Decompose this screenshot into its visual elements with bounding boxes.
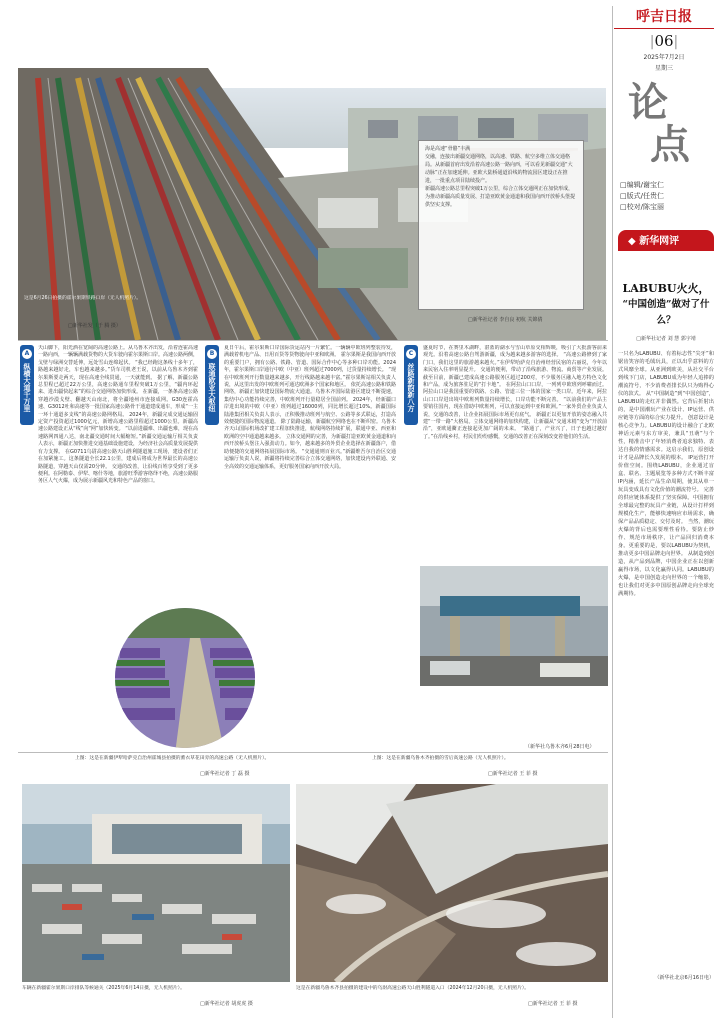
- toll-gate-image: [420, 566, 608, 686]
- snow-credit-top: □新华社记者 王 菲 摄: [488, 771, 538, 777]
- tunnel-caption: 这是在新疆乌鲁木齐县拍摄的建设中的乌尉高速公路天山胜利隧道入口（2024年12月20日摄，无人机照片）。: [296, 986, 530, 991]
- section-char-dian: 点: [650, 121, 690, 168]
- snow-mountain-image: [296, 784, 608, 982]
- section-tag-a: [20, 345, 34, 425]
- hero-bottom-rule: [18, 340, 608, 341]
- section-logo: [628, 79, 698, 168]
- section-title-c: 丝路新韵新八方: [407, 363, 415, 412]
- section-title-a: 纵横大道千万里: [23, 363, 31, 412]
- main-end-note: （新华社乌鲁木齐6月28日电）: [525, 744, 595, 750]
- issue-weekday: 星期三: [654, 65, 673, 72]
- sidebar-banner: [618, 230, 714, 249]
- lavender-caption: 上图：这是在新疆伊犁哈萨克自治州霍城县拍摄的薰衣草花田旁的高速公路（无人机照片）。: [75, 756, 270, 761]
- menu-proofread: □校对/陈宝丽: [620, 203, 664, 211]
- tunnel-credit: □新华社记者 王 菲 摄: [528, 1001, 578, 1007]
- page-number-box: |06|: [649, 32, 679, 50]
- masthead-rule: [614, 28, 714, 29]
- lavender-image: [115, 608, 258, 751]
- body-column-1: 天山脚下，阳光洒在宽阔的高速公路上。从乌鲁木齐出发，沿着连霍高速一路向西，一辆辆满载货物的大货车驶向霍尔果斯口岸。高速公路两侧，戈壁与绿洲交替延伸，远处雪山连绵起伏。 “我已经跑这条线十多年了，路越来越好走，车也越来越多。”货车司机老王说，以前从乌鲁木齐到霍尔果斯要走两天，现在高速全线贯通，一天就能到。 据了解，新疆公路总里程已超过22万公里，高速公路通车里程突破1万公里，“疆内环起来、进出疆快起来”的综合交通网络加快形成。 在新疆，一条条高速公路穿越沙漠戈壁、翻越天山南北，将全疆地州市连接成网。G30连霍高速、G3012吐和高速等一批国家高速公路骨干通道建成通车，形成“一主一环十通道多支线”的高速公路网格局。 2024年，新疆完成交通运输固定资产投资超过1000亿元，新增高速公路里程超过1000公里。新疆高速公路建设正从“线”向“网”加快转变。 “以前进疆难、出疆也难，现在高速路网四通八达，南北疆交通时间大幅缩短。”新疆交通运输厅相关负责人表示，新疆正加快推进交通基础设施建设，为经济社会高质量发展提供有力支撑。 在G0711乌尉高速公路天山胜利隧道施工现场，建设者们正在加紧施工。这条隧道全长22.1公里，建成后将成为世界最长的高速公路隧道，穿越天山仅需20分钟。 交通的改善，让沿线百姓享受到了更多便利。在阿勒泰、伊犁、喀什等地，旅游旺季游客络绎不绝，高速公路服务区人气火爆，成为展示新疆风光和特色产品的窗口。: [38, 345, 198, 485]
- port-image: [22, 784, 290, 982]
- hero-photo-caption: 这是6月26日拍摄的霍尔果斯铁路口岸（无人机照片）。: [24, 296, 142, 301]
- paper-name: 呼吉日报: [636, 9, 692, 25]
- section-char-lun: 论: [628, 79, 668, 126]
- section-tag-b: [205, 345, 219, 425]
- hero-photo-credit: □新华社发（于 腾 摄）: [68, 323, 121, 329]
- lavender-photo: [112, 605, 258, 751]
- sidebar-title-line2: “中国创造”做对了什么？: [622, 299, 710, 326]
- sidebar-body: 一只名为LABUBU、有着标志性“尖牙”和锯齿笑容的毛绒玩具，正以出乎意料的方式风靡全球。从亚洲到欧美，从社交平台到线下门店，LABUBU成为年轻人追捧的潮流符号，不少消费者排长队只为购得心仪的款式。 从“中国制造”到“中国创造”，LABUBU的走红并非偶然。它背后折射出的，是中国潮玩产业在设计、IP运营、供应链等方面的综合实力提升。 创意设计是核心竞争力。LABUBU的设计融合了北欧神话元素与东方审美，兼具“丑萌”与个性，精准击中了年轻消费者追求独特、表达自我的情感需求。这启示我们，原创设计才是品牌长久发展的根本。 IP运营打开价值空间。围绕LABUBU，企业通过盲盒、联名、主题展览等多种方式不断丰富IP内涵，延长产品生命周期，使其从单一玩具变成具有文化价值的潮流符号。 完善的供应链体系提供了坚实保障。中国拥有全球最完整的玩具产业链，从设计打样到规模化生产，能够快速响应市场需求，确保产品品质稳定、交付及时。 当然，潮玩火爆的背后也需要理性看待。要防止炒作、规范市场秩序，让产品回归消费本身。更重要的是，要以LABUBU为契机，推动更多中国品牌走向世界。 从制造到创造，从产品到品牌，中国企业正在以创新赢得市场，以文化赢得认同。LABUBU的火爆，是中国创造走向世界的一个缩影，也让我们对更多中国原创品牌走向全球充满期待。: [618, 351, 714, 597]
- sidebar-article: [618, 230, 714, 981]
- sidebar-byline: □新华社记者 刘 慧 郭宇靖: [636, 336, 696, 342]
- intro-overlay: [418, 140, 584, 310]
- body-column-3-tail: [500, 686, 608, 746]
- body-column-2: 夏日午后，霍尔果斯口岸国际货运站内一片繁忙。一辆辆中欧班列整装待发，满载着机电产品、日用百货等货物驶向中亚和欧洲。 霍尔果斯是我国向西开放的重要门户，拥有公路、铁路、管道、国际合作中心等多种口岸功能。2024年，霍尔果斯口岸通行中欧（中亚）班列超过7000列，过货量持续增长。 “现在中欧班列开行数量越来越多，开行线路越来越丰富。”霍尔果斯站相关负责人说，从这里出发的中欧班列可通达欧洲多个国家和地区。 依托高速公路和铁路网络，新疆正加快建设国际物流大通道。乌鲁木齐国际陆港区建设不断提速，集结中心功能持续完善，中欧班列开行量稳居全国前列。 2024年，经新疆口岸进出境的中欧（中亚）班列超过16000列，同比增长超过10%。新疆国际陆港集团相关负责人表示，正积极推动班列与航空、公路等多式联运，打造高效便捷的国际物流通道。 除了陆路运输，新疆航空网络也在不断织密。乌鲁木齐天山国际机场改扩建工程加快推进，航线网络持续扩展，联通中亚、西亚和欧洲的空中通道越来越多。 立体交通网的完善，为新疆打造亚欧黄金通道和向西开放桥头堡注入强劲动力。如今，越来越多的外贸企业选择在新疆落户，借助便捷的交通网络拓展国际市场。 “交通通则百业兴。”新疆维吾尔自治区交通运输厅负责人说，新疆将持续完善综合立体交通网络，加快建设内外联通、安全高效的交通运输体系，更好服务国家向西开放大局。: [224, 345, 396, 470]
- sidebar-divider: [612, 6, 613, 1018]
- sidebar-banner-text: 新华网评: [639, 236, 680, 247]
- section-badge-b: B: [207, 349, 217, 359]
- menu-layout: □版式/任贵仁: [620, 192, 664, 200]
- port-photo: [22, 784, 290, 982]
- snow-mountain-photo: [296, 784, 608, 982]
- sidebar-title-line1: LABUBU火火，: [622, 282, 710, 295]
- intro-overlay-text: 海是高速“骨骼”丰满 交融，连接出新疆交通网络，以高速、铁路、航空多维立体交通格局。从新疆首府出发沿着高速公路一路向西，可以看见新疆交通“大动脉”正在加速延伸。亚欧大陆桥通道沿线的物流园区建设正在推进，一批重点项目陆续投产。 新疆高速公路总里程突破1万公里，综合立体交通网正在加快形成，为推动新疆高质量发展、打造亚欧黄金通道和我国向西开放桥头堡提供坚实支撑。: [425, 146, 576, 208]
- port-caption: 车辆在新疆霍尔果斯口岸排队等候通关（2025年6月14日摄，无人机照片）。: [22, 986, 185, 991]
- lavender-credit: □新华社记者 丁 磊 摄: [200, 771, 250, 777]
- snow-caption-top: 上图：这是在新疆乌鲁木齐拍摄的雪后高速公路（无人机照片）。: [372, 756, 509, 761]
- section-badge-c: C: [406, 349, 416, 359]
- xinhua-icon: ◆: [628, 236, 636, 247]
- toll-gate-photo: [420, 566, 608, 686]
- sidebar-banner-rule: [618, 249, 714, 251]
- section-badge-a: A: [22, 349, 32, 359]
- captions-rule-top: [18, 752, 608, 753]
- issue-date: 2025年7月2日: [643, 54, 685, 61]
- body-column-3: 盛夏时节，在赛里木湖畔，湛蓝的湖水与雪山草原交相辉映，吸引了大批游客前来观光。沿着高速公路自驾游新疆，成为越来越多游客的选择。 “高速公路修到了家门口，我们这里的旅游越来越火。”在伊犁哈萨克自治州经营民宿的古丽说，今年以来民宿入住率明显提升。 交通的便利，带动了沿线旅游、物流、商贸等产业发展。截至目前，新疆已建成高速公路服务区超过200对，不少服务区融入地方特色文化和产品，成为旅客驻足的“打卡地”。 在阿拉山口口岸，一列列中欧班列呼啸而过。阿拉山口是我国重要的铁路、公路、管道三位一体的国家一类口岸。近年来，阿拉山口口岸进出境中欧班列数量持续增长，口岸功能不断完善。 “以前我们的产品主要销往国内，现在借助中欧班列，可以直接运到中亚和欧洲。”一家外贸企业负责人说，交通的改善，让企业拓展国际市场更有底气。 新疆正以更加开放的姿态融入共建“一带一路”大格局。立体交通网络的加快构建，让新疆从“交通末梢”变为“开放前沿”，亚欧通衢正连接起更加广阔的未来。 “路通了，产业兴了，日子也越过越好了。”在沿线乡村，村民们纷纷感慨，交通的改善正在深刻改变着他们的生活。: [423, 345, 607, 440]
- section-title-b: 联通欧亚大枢纽: [208, 363, 216, 412]
- sidebar-end-note: （新华社北京6月16日电）: [654, 975, 714, 981]
- page-number: 06: [654, 32, 674, 50]
- editor-menu: [620, 180, 710, 213]
- port-credit: □新华社记者 胡虎虎 摄: [200, 1001, 253, 1007]
- masthead: [614, 6, 714, 72]
- main-byline: □新华社记者 李自良 初杭 关锦倩: [468, 317, 543, 323]
- menu-editor: □编辑/谢宝仁: [620, 181, 664, 189]
- section-tag-c: [404, 345, 418, 425]
